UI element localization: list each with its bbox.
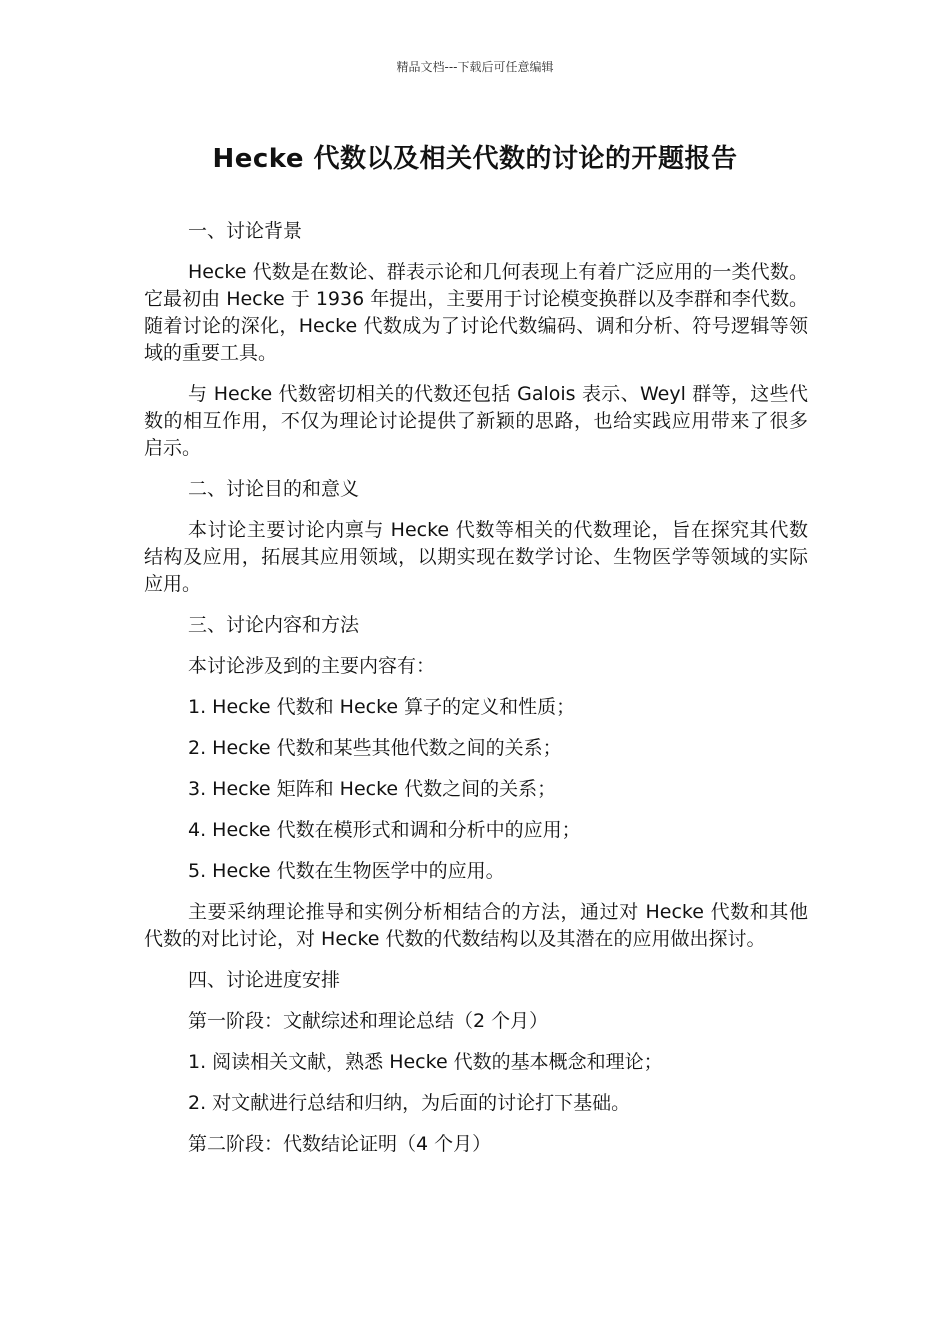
paragraph-background-2: 与 Hecke 代数密切相关的代数还包括 Galois 表示、Weyl 群等，这些代数的相互作用，不仅为理论讨论提供了新颖的思路，也给实践应用带来了很多启示。 bbox=[144, 383, 808, 459]
document-title: Hecke 代数以及相关代数的讨论的开题报告 bbox=[212, 144, 738, 174]
content-list-item: 4. Hecke 代数在模形式和调和分析中的应用； bbox=[188, 819, 581, 841]
schedule-list-item: 2. 对文献进行总结和归纳，为后面的讨论打下基础。 bbox=[188, 1092, 631, 1114]
page-header-note: 精品文档---下载后可任意编辑 bbox=[396, 60, 554, 74]
content-intro-line: 本讨论涉及到的主要内容有： bbox=[188, 655, 436, 677]
document-body bbox=[144, 218, 808, 1172]
schedule-stage-title: 第一阶段：文献综述和理论总结（2 个月） bbox=[188, 1010, 549, 1032]
content-list-item: 2. Hecke 代数和某些其他代数之间的关系； bbox=[188, 737, 562, 759]
content-list-item: 3. Hecke 矩阵和 Hecke 代数之间的关系； bbox=[188, 778, 557, 800]
schedule-stage-title: 第二阶段：代数结论证明（4 个月） bbox=[188, 1133, 492, 1155]
content-list-item: 1. Hecke 代数和 Hecke 算子的定义和性质； bbox=[188, 696, 576, 718]
section-heading-content-method: 三、讨论内容和方法 bbox=[188, 614, 360, 636]
paragraph-purpose: 本讨论主要讨论内禀与 Hecke 代数等相关的代数理论，旨在探究其代数结构及应用，拓展其应用领域，以期实现在数学讨论、生物医学等领域的实际应用。 bbox=[144, 519, 808, 595]
section-heading-schedule: 四、讨论进度安排 bbox=[188, 969, 341, 991]
paragraph-method: 主要采纳理论推导和实例分析相结合的方法，通过对 Hecke 代数和其他代数的对比讨论，对 Hecke 代数的代数结构以及其潜在的应用做出探讨。 bbox=[144, 901, 808, 950]
section-heading-background: 一、讨论背景 bbox=[188, 220, 303, 242]
schedule-list-item: 1. 阅读相关文献，熟悉 Hecke 代数的基本概念和理论； bbox=[188, 1051, 663, 1073]
paragraph-background-1: Hecke 代数是在数论、群表示论和几何表现上有着广泛应用的一类代数。它最初由 Hecke 于 1936 年提出，主要用于讨论模变换群以及李群和李代数。随着讨论的深化，Hecke 代数成为了讨论代数编码、调和分析、符号逻辑等领域的重要工具。 bbox=[144, 261, 808, 364]
section-heading-purpose: 二、讨论目的和意义 bbox=[188, 478, 360, 500]
content-list-item: 5. Hecke 代数在生物医学中的应用。 bbox=[188, 860, 505, 882]
